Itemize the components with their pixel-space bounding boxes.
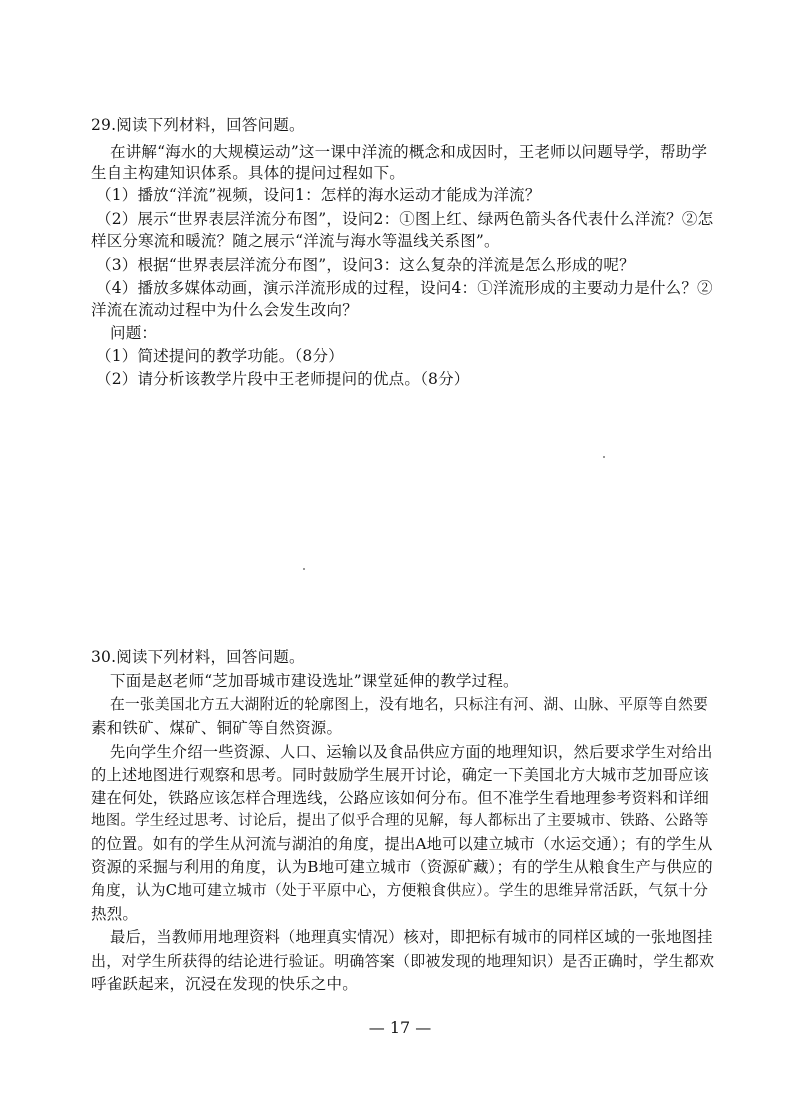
- q29-question1: （1）简述提问的教学功能。（8分）: [96, 347, 344, 365]
- q30-paragraph3-line6: 资源的采掘与利用的角度，认为B地可建立城市（资源矿藏）；有的学生从粮食生产与供应的: [91, 858, 713, 876]
- q30-paragraph3-line3: 建在何处，铁路应该怎样合理选线，公路应该如何分布。但不准学生看地理参考资料和详细: [91, 789, 709, 807]
- q29-intro-line1: 在讲解“海水的大规模运动”这一课中洋流的概念和成因时，王老师以问题导学，帮助学: [110, 143, 708, 161]
- q30-paragraph3-line5: 的位置。如有的学生从河流与湖泊的角度，提出A地可以建立城市（水运交通）；有的学生从: [91, 835, 713, 853]
- q30-paragraph2-line2: 素和铁矿、煤矿、铜矿等自然资源。: [91, 719, 343, 737]
- q30-paragraph4-line2: 出，对学生所获得的结论进行验证。明确答案（即被发现的地理知识）是否正确时，学生都欢: [91, 952, 715, 970]
- page-number: — 17 —: [368, 1018, 432, 1037]
- q29-step2-line1: （2）展示“世界表层洋流分布图”，设问2：①图上红、绿两色箭头各代表什么洋流？②怎: [96, 210, 714, 228]
- q29-questions-label: 问题：: [110, 324, 158, 342]
- q30-title: 30.阅读下列材料，回答问题。: [91, 648, 305, 666]
- q30-paragraph3-line8: 热烈。: [91, 905, 139, 923]
- q30-paragraph3-line1: 先向学生介绍一些资源、人口、运输以及食品供应方面的地理知识，然后要求学生对给出: [110, 743, 713, 761]
- q29-step4-line1: （4）播放多媒体动画，演示洋流形成的过程，设问4：①洋流形成的主要动力是什么？②: [96, 279, 713, 297]
- q30-paragraph1: 下面是赵老师“芝加哥城市建设选址”课堂延伸的教学过程。: [110, 672, 519, 690]
- q30-paragraph3-line2: 的上述地图进行观察和思考。同时鼓励学生展开讨论，确定一下美国北方大城市芝加哥应该: [91, 766, 709, 784]
- q29-question2: （2）请分析该教学片段中王老师提问的优点。（8分）: [96, 370, 470, 388]
- q29-step4-line2: 洋流在流动过程中为什么会发生改向？: [91, 301, 358, 319]
- q29-title: 29.阅读下列材料，回答问题。: [91, 116, 305, 134]
- scan-speck: [603, 456, 605, 458]
- q29-intro-line2: 生自主构建知识体系。具体的提问过程如下。: [91, 164, 406, 182]
- scan-speck: [303, 568, 305, 570]
- q29-step1: （1）播放“洋流”视频，设问1：怎样的海水运动才能成为洋流？: [96, 186, 541, 204]
- q29-step3: （3）根据“世界表层洋流分布图”，设问3：这么复杂的洋流是怎么形成的呢？: [96, 256, 635, 274]
- q30-paragraph3-line7: 角度，认为C地可建立城市（处于平原中心，方便粮食供应）。学生的思维异常活跃，气氛十分: [91, 882, 709, 899]
- q29-step2-line2: 样区分寒流和暖流？随之展示“洋流与海水等温线关系图”。: [91, 232, 500, 250]
- q30-paragraph2-line1: 在一张美国北方五大湖附近的轮廓图上，没有地名，只标注有河、湖、山脉、平原等自然要: [110, 696, 708, 713]
- q30-paragraph4-line1: 最后，当教师用地理资料（地理真实情况）核对，即把标有城市的同样区域的一张地图挂: [110, 928, 713, 946]
- q30-paragraph4-line3: 呼雀跃起来，沉浸在发现的快乐之中。: [91, 975, 358, 993]
- q30-paragraph3-line4: 地图。学生经过思考、讨论后，提出了似乎合理的见解，每人都标出了主要城市、铁路、公路等: [91, 813, 709, 829]
